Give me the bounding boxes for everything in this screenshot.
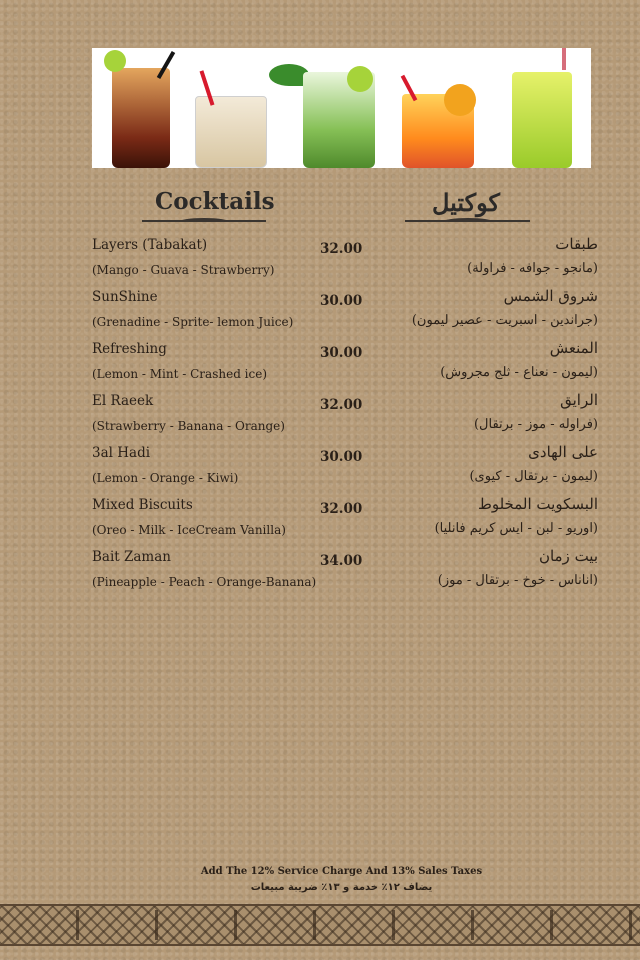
menu-items-list	[92, 232, 598, 596]
menu-item	[92, 492, 598, 544]
item-ingredients: (Strawberry - Banana - Orange)	[92, 419, 285, 433]
straw	[562, 48, 566, 70]
item-ingredients: (Oreo - Milk - IceCream Vanilla)	[92, 523, 286, 537]
item-ingredients-ar: (ليمون - نعناع - ثلج مجروش)	[440, 365, 598, 380]
item-price: 32.00	[320, 397, 363, 413]
item-ingredients: (Mango - Guava - Strawberry)	[92, 263, 275, 277]
item-price: 32.00	[320, 501, 363, 517]
green-drink-glass	[512, 72, 572, 168]
title-underline-ornament	[142, 220, 266, 222]
item-name: Bait Zaman	[92, 549, 171, 565]
menu-item	[92, 388, 598, 440]
item-name-ar: البسكويت المخلوط	[477, 495, 598, 513]
iced-tea-glass	[112, 68, 170, 168]
item-name: Mixed Biscuits	[92, 497, 193, 513]
item-ingredients: (Grenadine - Sprite- lemon Juice)	[92, 315, 294, 329]
item-price: 34.00	[320, 553, 363, 569]
item-ingredients-ar: (جراندين - اسبريت - عصير ليمون)	[411, 313, 598, 328]
item-name: Layers (Tabakat)	[92, 237, 208, 253]
item-name: El Raeek	[92, 393, 154, 409]
item-price: 32.00	[320, 241, 363, 257]
item-name-ar: على الهادى	[528, 443, 598, 461]
item-name-ar: شروق الشمس	[503, 287, 598, 305]
tax-note-ar: يضاف ١٢٪ خدمة و ١٣٪ ضريبة مبيعات	[250, 882, 433, 893]
item-ingredients-ar: (ليمون - برتقال - كيوى)	[469, 469, 598, 484]
menu-item	[92, 284, 598, 336]
item-name-ar: المنعش	[549, 339, 598, 357]
section-title-ar: كوكتيل	[432, 188, 500, 217]
item-ingredients-ar: (فراوله - موز - برتقال)	[473, 417, 598, 432]
item-ingredients: (Lemon - Mint - Crashed ice)	[92, 367, 268, 381]
item-ingredients-ar: (مانجو - جوافه - فراولة)	[467, 261, 598, 276]
item-price: 30.00	[320, 293, 363, 309]
title-underline-ornament	[405, 220, 530, 222]
menu-item	[92, 544, 598, 596]
item-ingredients-ar: (اوريو - لبن - ايس كريم فانليا)	[434, 521, 598, 536]
item-ingredients: (Pineapple - Peach - Orange-Banana)	[92, 575, 317, 589]
decorative-border-pattern	[0, 904, 640, 946]
item-name: 3al Hadi	[92, 445, 151, 461]
item-name: SunShine	[92, 289, 158, 305]
item-ingredients: (Lemon - Orange - Kiwi)	[92, 471, 239, 485]
orange-slice	[444, 84, 476, 116]
item-price: 30.00	[320, 345, 363, 361]
menu-item	[92, 440, 598, 492]
lime-slice	[104, 50, 126, 72]
menu-item	[92, 232, 598, 284]
item-name-ar: بيت زمان	[538, 547, 598, 565]
item-ingredients-ar: (اناناس - خوخ - برتقال - موز)	[437, 573, 598, 588]
item-name: Refreshing	[92, 341, 167, 357]
lime-slice	[347, 66, 373, 92]
item-price: 30.00	[320, 449, 363, 465]
menu-item	[92, 336, 598, 388]
cocktail-banner-image	[92, 48, 591, 168]
cream-drink-glass	[195, 96, 267, 168]
tax-note-en: Add The 12% Service Charge And 13% Sales Taxes	[200, 866, 483, 877]
item-name-ar: الرايق	[560, 391, 598, 409]
section-title-en: Cocktails	[155, 188, 275, 215]
item-name-ar: طبقات	[555, 235, 598, 253]
